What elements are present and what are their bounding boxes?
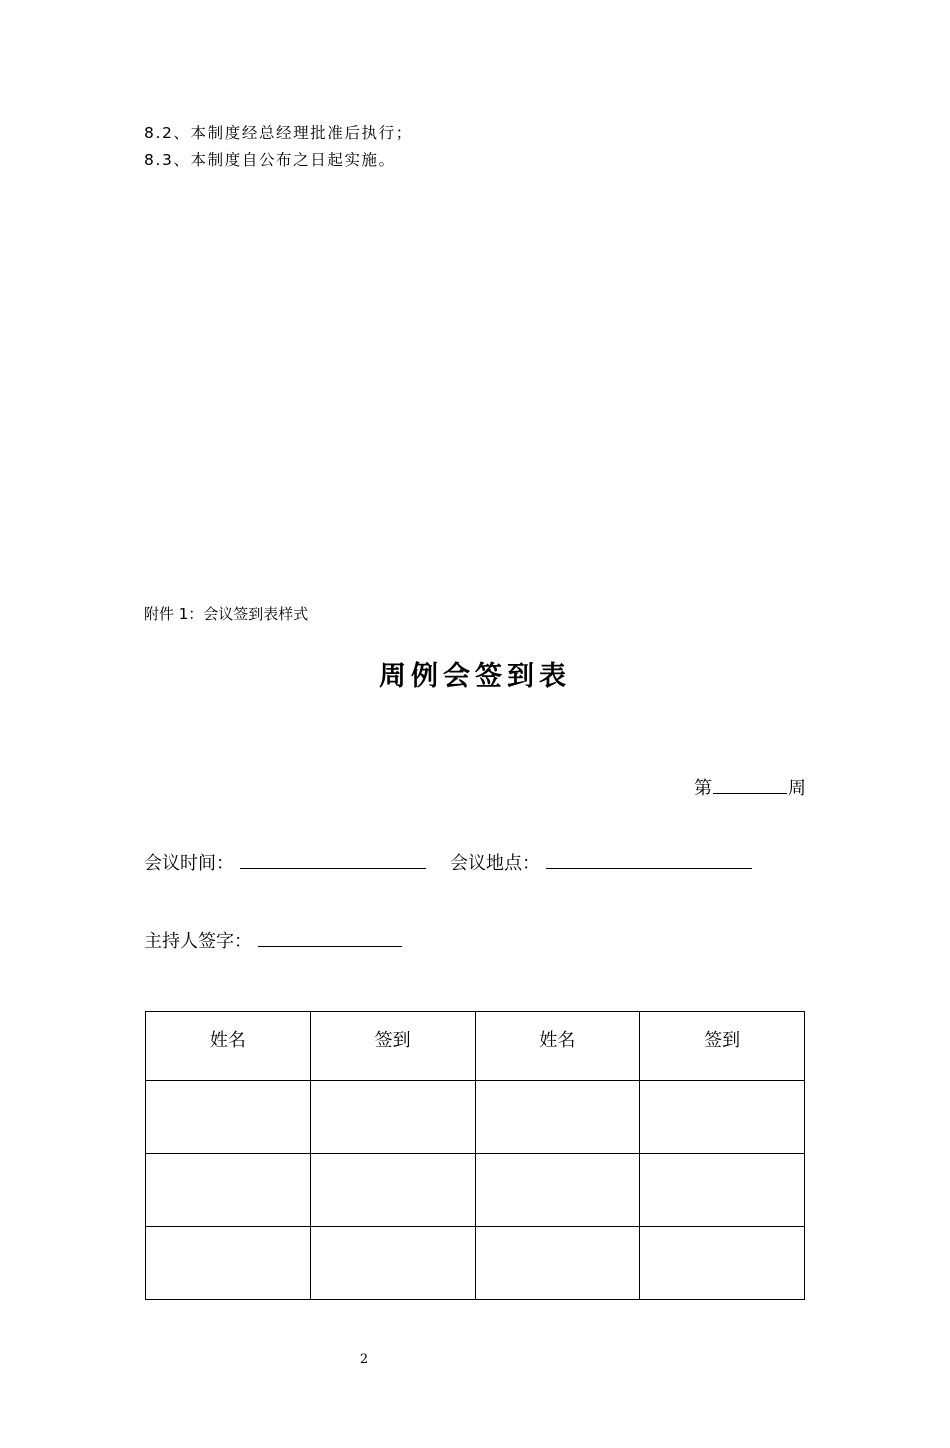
table-header-row — [146, 1012, 805, 1081]
host-signature-blank — [258, 928, 402, 947]
table-cell — [310, 1081, 475, 1154]
clause-8-3: 8.3、本制度自公布之日起实施。 — [144, 151, 396, 169]
week-prefix: 第 — [694, 778, 712, 799]
table-row — [146, 1081, 805, 1154]
meeting-time-blank — [240, 850, 426, 869]
page-number: 2 — [359, 1352, 369, 1367]
host-signature-label: 主持人签字： — [144, 931, 252, 952]
table-cell — [640, 1154, 805, 1227]
table-cell — [640, 1227, 805, 1300]
table-row — [146, 1227, 805, 1300]
table-cell — [146, 1154, 311, 1227]
meeting-place-field — [450, 849, 753, 875]
table-cell — [475, 1227, 640, 1300]
week-suffix: 周 — [788, 778, 806, 799]
meeting-place-blank — [546, 850, 752, 869]
sign-in-table — [145, 1011, 805, 1300]
table-cell — [146, 1227, 311, 1300]
table-cell — [310, 1227, 475, 1300]
clause-8-2: 8.2、本制度经总经理批准后执行； — [144, 124, 413, 142]
header-sign-2: 签到 — [640, 1012, 805, 1081]
table-cell — [475, 1154, 640, 1227]
host-signature-field — [144, 927, 403, 953]
table-cell — [475, 1081, 640, 1154]
header-name-1: 姓名 — [146, 1012, 311, 1081]
form-title: 周例会签到表 — [379, 661, 571, 692]
week-field — [694, 774, 806, 800]
attachment-label: 附件 1：会议签到表样式 — [144, 605, 309, 623]
meeting-time-field — [144, 849, 427, 875]
week-blank — [713, 775, 787, 794]
header-name-2: 姓名 — [475, 1012, 640, 1081]
table-cell — [310, 1154, 475, 1227]
table-row — [146, 1154, 805, 1227]
table-cell — [146, 1081, 311, 1154]
table-cell — [640, 1081, 805, 1154]
meeting-time-label: 会议时间： — [144, 853, 234, 874]
header-sign-1: 签到 — [310, 1012, 475, 1081]
meeting-place-label: 会议地点： — [450, 853, 540, 874]
